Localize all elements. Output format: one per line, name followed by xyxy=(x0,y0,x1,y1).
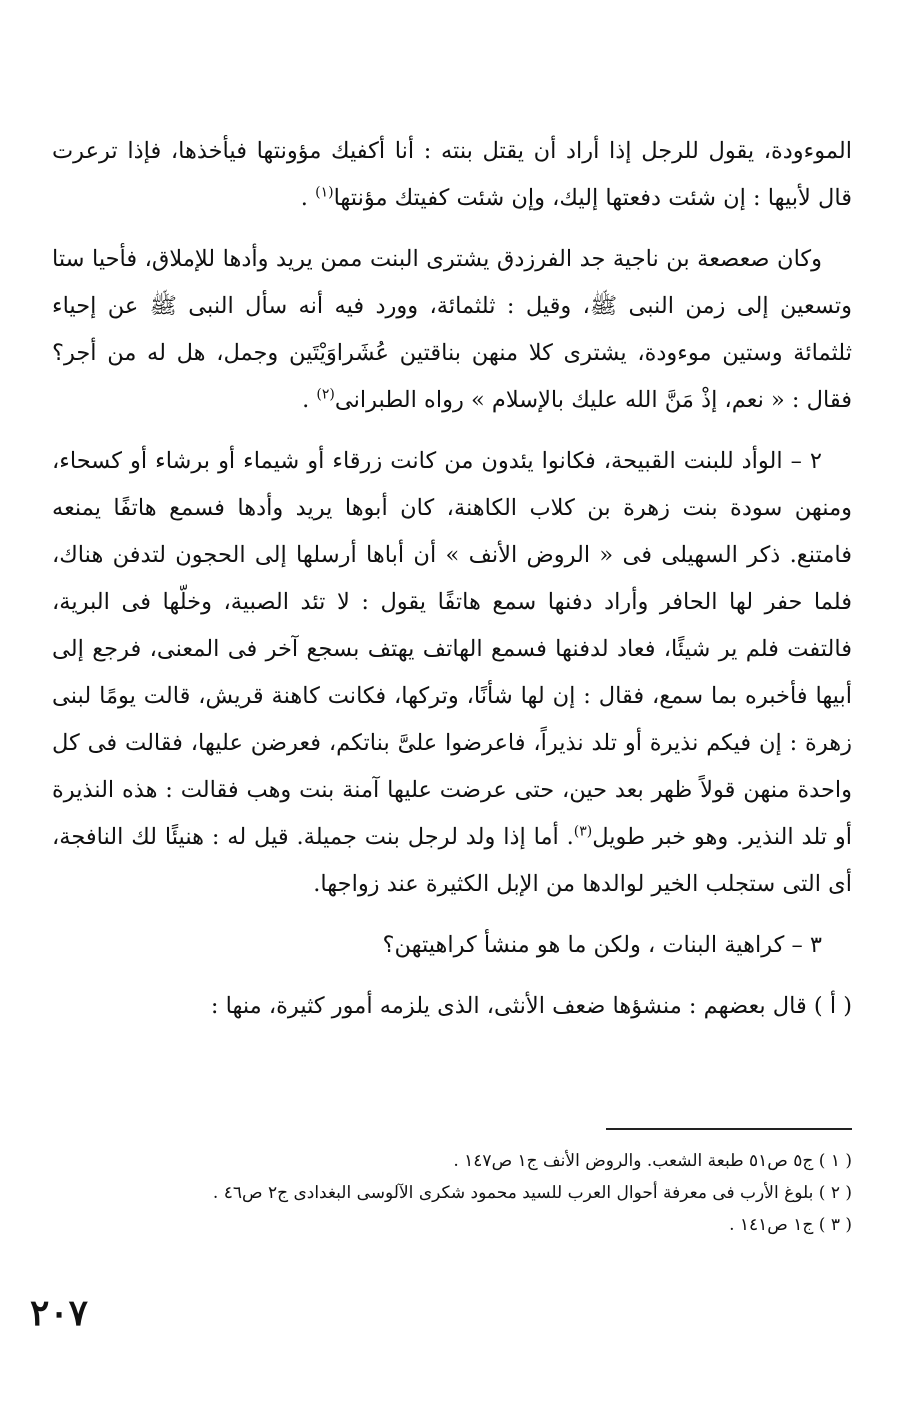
paragraph-4-text: ٣ – كراهية البنات ، ولكن ما هو منشأ كراهيتهن؟ xyxy=(382,932,822,958)
footnote-3: ( ٣ ) ج١ ص١٤١ . xyxy=(729,1215,852,1235)
page-number: ٢٠٧ xyxy=(30,1292,89,1334)
paragraph-2-text: وكان صعصعة بن ناجية جد الفرزدق يشترى البنت ممن يريد وأدها للإملاق، فأحيا ستا وتسعين إلى زمن النبى ﷺ، وقيل : ثلثمائة، وورد فيه أنه سأل النبى ﷺ عن إحياء ثلثمائة وستين موءودة، يشترى كلا منهن بناقتين عُشَراوَيْتَين وجمل، هل له من أجر؟ فقال : « نعم، إذْ مَنَّ الله عليك بالإسلام » رواه الطبرانى xyxy=(52,246,852,413)
paragraph-2 xyxy=(52,236,852,424)
paragraph-1-text: الموءودة، يقول للرجل إذا أراد أن يقتل بنته : أنا أكفيك مؤونتها فيأخذها، فإذا ترعرت قال لأبيها : إن شئت دفعتها إليك، وإن شئت كفيتك مؤنتها xyxy=(52,138,852,211)
paragraph-5 xyxy=(52,983,852,1030)
paragraph-3 xyxy=(52,438,852,908)
main-text xyxy=(52,128,852,1044)
paragraph-2-tail: . xyxy=(302,387,317,413)
paragraph-5-text: ( أ ) قال بعضهم : منشؤها ضعف الأنثى، الذى يلزمه أمور كثيرة، منها : xyxy=(210,993,852,1019)
paragraph-1-tail: . xyxy=(300,185,316,211)
paragraph-4 xyxy=(52,922,852,969)
footnote-separator xyxy=(606,1128,852,1130)
footnote-1: ( ١ ) ج٥ ص٥١ طبعة الشعب. والروض الأنف ج١ ص١٤٧ . xyxy=(453,1151,852,1171)
footnote-ref-2: (٢) xyxy=(316,386,335,403)
footnotes xyxy=(52,1145,852,1241)
paragraph-3-text: ٢ – الوأد للبنت القبيحة، فكانوا يئدون من كانت زرقاء أو شيماء أو برشاء أو كسحاء، ومنهن سودة بنت زهرة بن كلاب الكاهنة، كان أبوها يريد وأدها فسمع هاتفًا يمنعه فامتنع. ذكر السهيلى فى « الروض الأنف » أن أباها أرسلها إلى الحجون لتدفن هناك، فلما حفر لها الحافر وأراد دفنها سمع هاتفًا يقول : لا تئد الصبية، وخلّها فى البرية، فالتفت فلم ير شيئًا، فعاد لدفنها فسمع الهاتف يهتف بسجع آخر فى المعنى، فرجع إلى أبيها فأخبره بما سمع، فقال : إن لها شأنًا، وتركها، فكانت كاهنة قريش، قالت يومًا لبنى زهرة : إن فيكم نذيرة أو تلد نذيراً، فاعرضوا علىَّ بناتكم، فعرضن عليها، فقالت فى كل واحدة منهن قولاً ظهر بعد حين، حتى عرضت عليها آمنة بنت وهب فقالت : هذه النذيرة أو تلد النذير. وهو خبر طويل xyxy=(52,448,853,850)
footnote-ref-3: (٣) xyxy=(573,823,593,840)
paragraph-3-tail: . أما إذا ولد لرجل بنت جميلة. قيل له : هنيئًا لك النافجة، أى التى ستجلب الخير لوالدها من الإبل الكثيرة عند زواجها. xyxy=(52,824,852,897)
footnote-2: ( ٢ ) بلوغ الأرب فى معرفة أحوال العرب للسيد محمود شكرى الآلوسى البغدادى ج٢ ص٤٦ . xyxy=(212,1183,852,1203)
footnote-ref-1: (١) xyxy=(315,184,334,201)
paragraph-1 xyxy=(52,128,852,222)
